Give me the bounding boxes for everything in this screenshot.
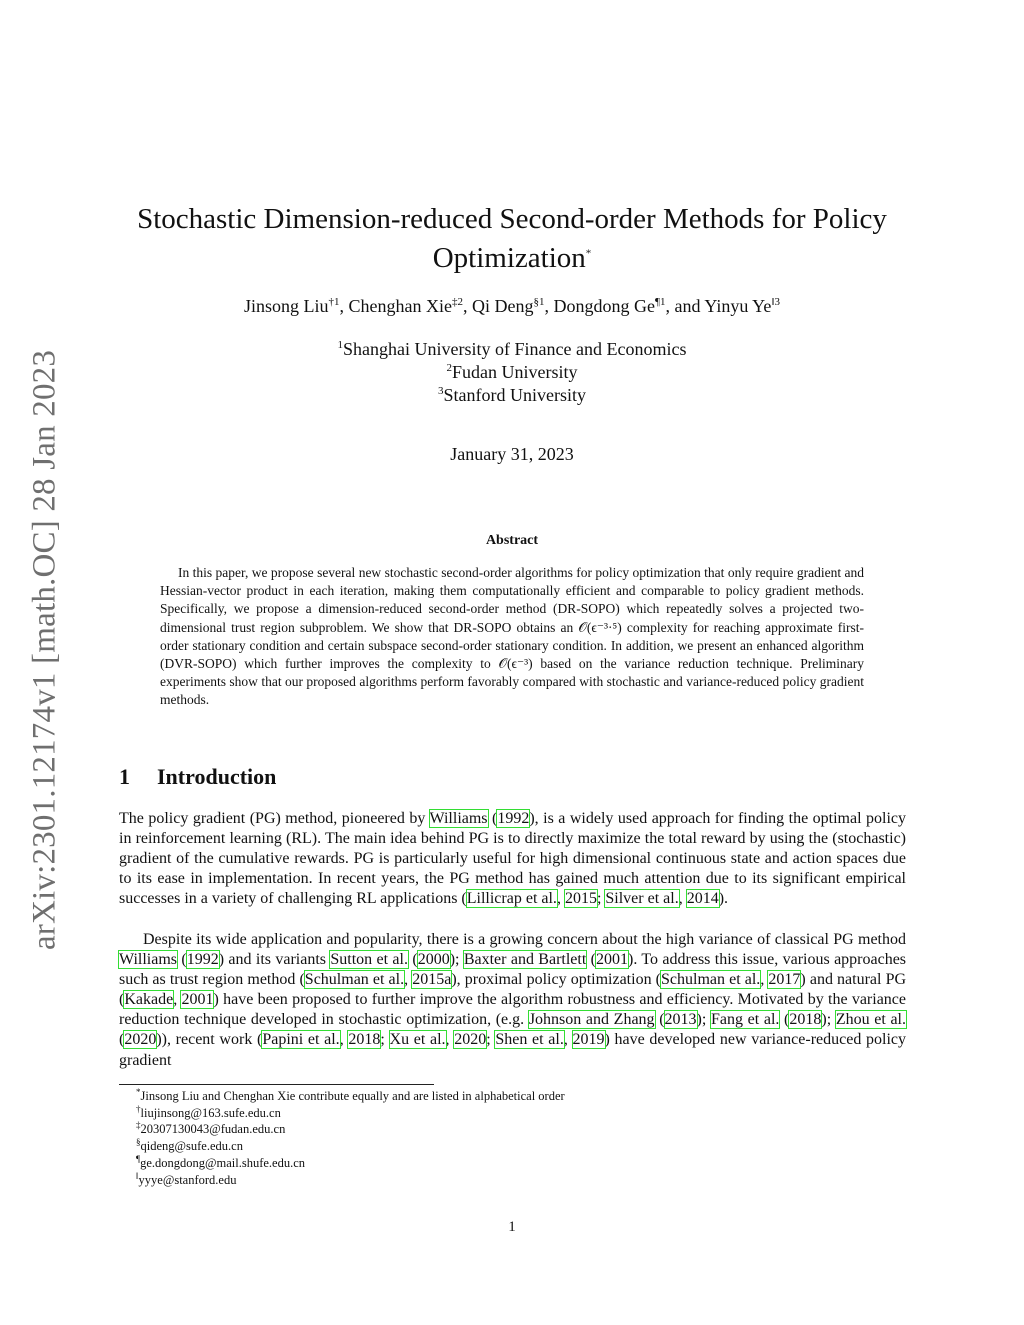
body-text: ) have been proposed to further improve the algorithm robustness and efficiency. Motivated by the variance reduction technique developed in stochastic optimization, (e.g. <box>119 991 907 1029</box>
section-number: 1 <box>119 764 130 789</box>
body-text: ( <box>487 810 498 827</box>
footnote-text: yyye@stanford.edu <box>138 1172 237 1187</box>
section-title: Introduction <box>157 764 277 789</box>
author-mark: †1 <box>328 296 340 308</box>
author-name: Dongdong Ge <box>553 296 656 316</box>
author-name: Jinsong Liu <box>244 296 329 316</box>
footnote-item <box>136 1138 565 1155</box>
citation-link[interactable]: Schulman et al. <box>661 971 761 989</box>
citation-link[interactable]: Silver et al. <box>605 890 679 908</box>
citation-link[interactable]: 2017 <box>768 971 801 989</box>
body-text: The policy gradient (PG) method, pioneered by <box>119 810 430 827</box>
footnote-mark: † <box>136 1103 141 1114</box>
affiliation-name: Fudan University <box>452 362 578 382</box>
intro-paragraph-1 <box>119 809 906 909</box>
abstract-text: In this paper, we propose several new stochastic second-order algorithms for policy optimization that only require gradient and Hessian-vector product in each iteration, making them computationally efficient and comparable to policy gradient methods. Specifically, we propose a dimension-reduced second-order method (DR-SOPO) which repeatedly solves a projected two-dimensional trust region subproblem. We show that DR-SOPO obtains an 𝒪(ϵ⁻³·⁵) complexity for reaching approximate first-order stationary condition and certain subspace second-order stationary condition. In addition, we present an enhanced algorithm (DVR-SOPO) which further improves the complexity to 𝒪(ϵ⁻³) based on the variance reduction technique. Preliminary experiments show that our proposed algorithms perform favorably compared with stochastic and variance-reduced policy gradient methods. <box>160 565 864 708</box>
citation-link[interactable]: 2015a <box>412 971 452 989</box>
body-text: ) and natural PG ( <box>119 971 907 1009</box>
page-number: 1 <box>508 1219 516 1235</box>
citation-link[interactable]: 2018 <box>348 1031 381 1049</box>
body-text: ( <box>654 1011 665 1029</box>
body-text: ( <box>119 1031 125 1049</box>
footnote-mark: ‡ <box>136 1120 141 1131</box>
author-name: Yinyu Ye <box>704 296 772 316</box>
body-text: , <box>173 991 182 1009</box>
body-text: ; <box>380 1031 390 1049</box>
author-name: Qi Deng <box>472 296 534 316</box>
citation-link[interactable]: Shen et al. <box>495 1031 564 1049</box>
citation-link[interactable]: 2020 <box>454 1031 487 1049</box>
section-heading <box>119 764 276 790</box>
citation-link[interactable]: 2001 <box>181 991 214 1009</box>
body-text: ( <box>586 951 596 969</box>
footnote-mark: * <box>136 1086 141 1097</box>
title-footnote-mark: * <box>585 247 592 260</box>
body-text: )), recent work ( <box>156 1031 263 1049</box>
footnote-item <box>136 1121 565 1138</box>
citation-link[interactable]: 2020 <box>124 1031 157 1049</box>
body-text: , <box>404 971 413 989</box>
affiliation-mark: 1 <box>337 339 344 351</box>
citation-link[interactable]: 1992 <box>186 951 219 969</box>
footnote-mark: ¶ <box>136 1153 141 1164</box>
body-text: , <box>760 971 769 989</box>
arxiv-id-text: arXiv:2301.12174v1 [math.OC] 28 Jan 2023 <box>26 349 63 951</box>
citation-link[interactable]: Lillicrap et al. <box>466 890 557 908</box>
body-text: ( <box>407 951 418 969</box>
intro-paragraph-2 <box>119 930 906 1071</box>
body-text: ), is a widely used approach for finding the optimal policy in reinforcement learning (RL). The main idea behind PG is to directly maximize the total reward by using the (stochastic) gradient of the cumulative rewards. PG is particularly useful for high dimensional continuous state and action spaces due to its ease in implementation. In recent years, the PG method has gained much attention due to its significant empirical successes in a variety of challenging RL applications ( <box>119 810 907 908</box>
citation-link[interactable]: Papini et al. <box>262 1031 340 1049</box>
footnote-mark: ‖ <box>136 1170 139 1181</box>
citation-link[interactable]: Williams <box>119 951 178 969</box>
footnote-list <box>136 1088 565 1188</box>
footnote-item <box>136 1105 565 1122</box>
body-text: ( <box>177 951 187 969</box>
body-text: ( <box>779 1011 790 1029</box>
author-mark: ‖3 <box>771 296 780 308</box>
body-text: , <box>339 1031 349 1049</box>
citation-link[interactable]: 2018 <box>789 1011 822 1029</box>
arxiv-identifier-stamp <box>16 340 74 960</box>
body-text: , <box>556 890 565 908</box>
footnote-text: qideng@sufe.edu.cn <box>140 1139 243 1154</box>
body-text: , <box>563 1031 573 1049</box>
affiliation-list <box>110 338 914 407</box>
footnote-text: liujinsong@163.sufe.edu.cn <box>140 1105 281 1120</box>
citation-link[interactable]: 1992 <box>497 810 530 827</box>
body-text: ) and its variants <box>218 951 331 969</box>
affiliation-item <box>110 384 914 407</box>
author-name: Chenghan Xie <box>348 296 453 316</box>
affiliation-item <box>110 338 914 361</box>
body-text: ). To address this issue, various approaches such as trust region method ( <box>119 951 907 989</box>
author-mark: ¶1 <box>655 296 666 308</box>
footnote-item <box>136 1088 565 1105</box>
affiliation-item <box>110 361 914 384</box>
body-text: , <box>445 1031 455 1049</box>
footnote-text: 20307130043@fudan.edu.cn <box>140 1122 286 1137</box>
citation-link[interactable]: 2001 <box>596 951 628 969</box>
affiliation-name: Stanford University <box>443 385 586 405</box>
body-text: ); <box>696 1011 711 1029</box>
body-text: ); <box>821 1011 836 1029</box>
citation-link[interactable]: 2014 <box>686 890 719 908</box>
citation-link[interactable]: Xu et al. <box>389 1031 446 1049</box>
affiliation-mark: 3 <box>438 385 444 397</box>
footnote-item <box>136 1155 565 1172</box>
title-text: Stochastic Dimension-reduced Second-order Methods for Policy Optimization <box>137 203 887 274</box>
citation-link[interactable]: Schulman et al. <box>304 971 405 989</box>
citation-link[interactable]: 2000 <box>417 951 450 969</box>
citation-link[interactable]: 2019 <box>572 1031 605 1049</box>
footnote-mark: § <box>136 1136 141 1147</box>
author-list: Jinsong Liu$^{\dagger 1}$, Chenghan Xie$^{\ddagger 2}$, Qi Deng$^{\S 1}$, Dongdong Ge$^{\P 1}$, and Yinyu $Ye^{‖3}$ <box>244 296 780 316</box>
affiliation-name: Shanghai University of Finance and Economics <box>343 339 687 359</box>
paper-title <box>110 200 914 278</box>
citation-link[interactable]: Sutton et al. <box>330 951 408 969</box>
citation-link[interactable]: Fang et al. <box>710 1011 780 1029</box>
footnote-item <box>136 1172 565 1189</box>
body-text: ). <box>718 890 729 908</box>
footnote-text: ge.dongdong@mail.shufe.edu.cn <box>140 1155 306 1170</box>
citation-link[interactable]: Zhou et al. <box>835 1011 906 1029</box>
body-text: , <box>678 890 687 908</box>
author-mark: ‡2 <box>452 296 464 308</box>
paper-date: January 31, 2023 <box>450 444 574 464</box>
citation-link[interactable]: 2013 <box>664 1011 697 1029</box>
body-text: ) have developed new variance-reduced policy gradient <box>119 1031 907 1069</box>
body-text: ); <box>449 951 464 969</box>
citation-link[interactable]: Kakade <box>124 991 174 1009</box>
body-text: ; <box>486 1031 496 1049</box>
footnote-rule <box>119 1084 434 1085</box>
citation-link[interactable]: 2015 <box>564 890 597 908</box>
body-text: ; <box>596 890 606 908</box>
author-mark: §1 <box>533 296 545 308</box>
citation-link[interactable]: Baxter and Bartlett <box>463 951 587 969</box>
affiliation-mark: 2 <box>446 362 452 374</box>
footnote-text: Jinsong Liu and Chenghan Xie contribute equally and are listed in alphabetical order <box>140 1089 565 1103</box>
citation-link[interactable]: Johnson and Zhang <box>528 1011 655 1029</box>
body-text: ), proximal policy optimization ( <box>451 971 662 989</box>
body-text: Despite its wide application and popularity, there is a growing concern about the high variance of classical PG method <box>143 931 906 948</box>
citation-link[interactable]: Williams <box>429 810 488 827</box>
abstract-heading: Abstract <box>485 533 539 548</box>
